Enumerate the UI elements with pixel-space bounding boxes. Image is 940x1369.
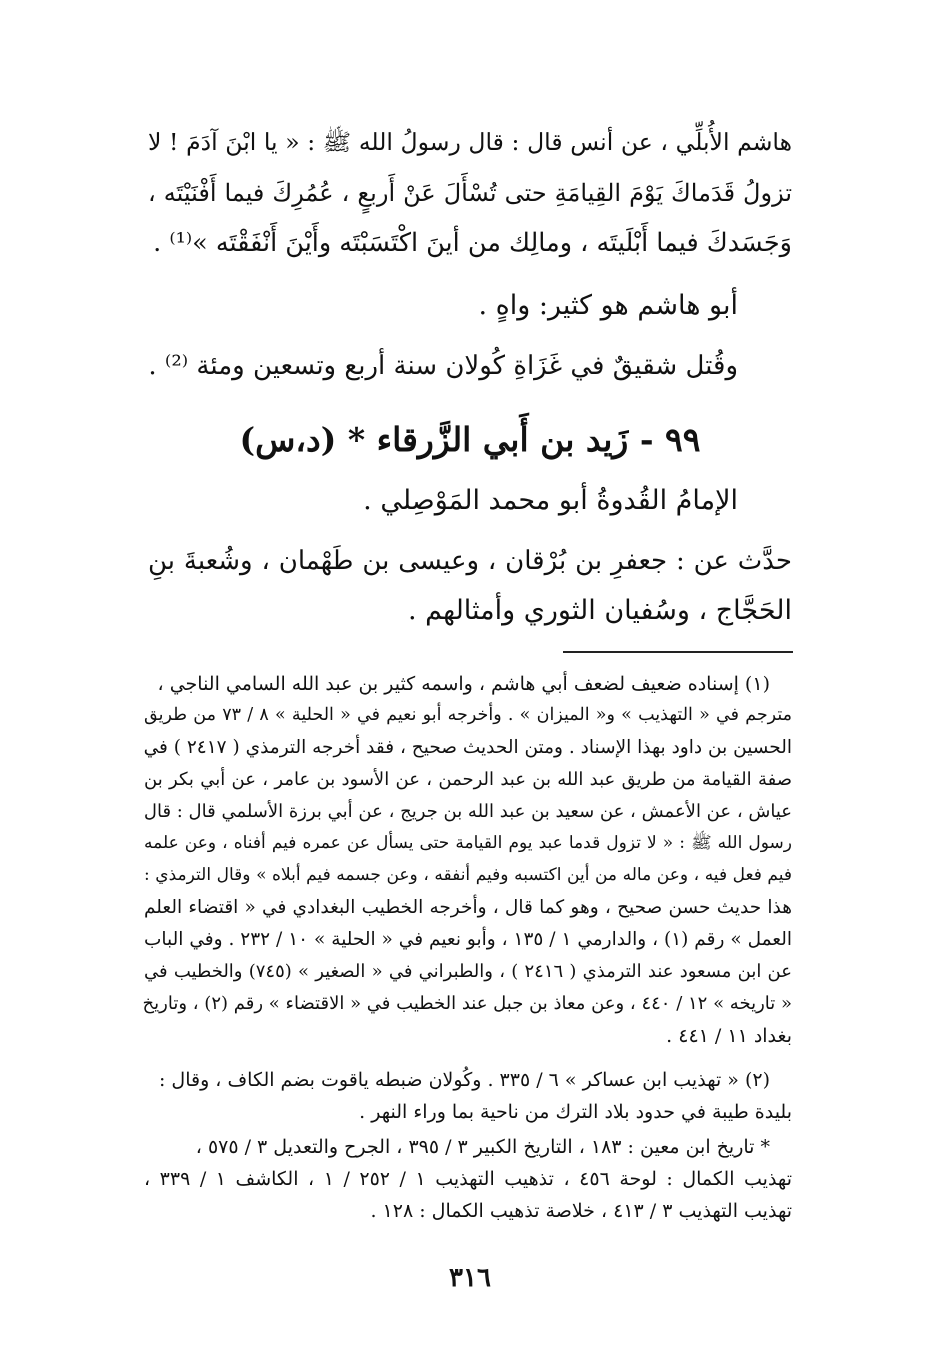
footnote-line: (٢) « تهذيب ابن عساكر » ٦ / ٣٣٥ . وكُولان ضبطه ياقوت بضم الكاف ، وقال : xyxy=(158,1069,770,1091)
footnote-line: « تاريخه » ١٢ / ٤٤٠ ، وعن معاذ بن جبل عند الخطيب في « الاقتضاء » رقم (٢) ، وتاريخ xyxy=(142,993,792,1014)
page-number: ٣١٦ xyxy=(449,1263,491,1293)
sources-line: * تاريخ ابن معين : ١٨٣ ، التاريخ الكبير ٣ / ٣٩٥ ، الجرح والتعديل ٣ / ٥٧٥ ، xyxy=(195,1136,770,1158)
main-text-line: وَجَسَدكَ فيما أَبْلَيتَه ، ومالِك من أينَ اكْتَسَبْتَه وأَيْنَ أَنْفَقْتَه »⁽¹⁾ . xyxy=(153,228,792,258)
footnote-line: عياش ، عن الأعمش ، عن سعيد بن عبد الله بن جريج ، عن أبي برزة الأسلمي قال : قال xyxy=(143,801,792,822)
narrated-from-line: حدَّث عن : جعفرِ بن بُرْقان ، وعيسى بن طَهْمان ، وشُعبةَ بنِ xyxy=(148,546,792,576)
main-text-line: تزولُ قَدَماكَ يَوْمَ القِيامَةِ حتى تُسْأَلَ عَنْ أَربعٍ ، عُمُرِكَ فيما أَفْنَيْتَه ، xyxy=(148,179,792,207)
footnote-line: رسول الله ﷺ : « لا تزول قدما عبد يوم القيامة حتى يسأل عن عمره فيم أفناه ، وعن علمه xyxy=(144,833,792,853)
sources-line: تهذيب التهذيب ٣ / ٤١٣ ، خلاصة تذهيب الكمال : ١٢٨ . xyxy=(370,1200,792,1222)
footnote-separator xyxy=(563,651,793,653)
entry-heading: ٩٩ - زَيد بن أَبي الزَّرقاء * (د،س) xyxy=(239,420,701,459)
sources-line: تهذيب الكمال : لوحة ٤٥٦ ، تذهيب التهذيب ١ / ٢٥٢ / ١ ، الكاشف ١ / ٣٣٩ ، xyxy=(144,1168,792,1190)
entry-title-line: الإمامُ القُدوةُ أبو محمد المَوْصِلي . xyxy=(363,485,738,516)
footnote-line: عن ابن مسعود عند الترمذي ( ٢٤١٦ ) ، والطبراني في « الصغير » (٧٤٥) والخطيب في xyxy=(144,961,792,982)
main-text-line: هاشم الأُبلِّي ، عن أنس قال : قال رسولُ الله ﷺ : « يا ابْنَ آدَمَ ! لا xyxy=(148,128,792,156)
footnote-line: فيم فعل فيه ، وعن ماله من أين اكتسبه وفيم أنفقه ، وعن جسمه فيم أبلاه » وقال الترمذي : xyxy=(144,865,792,885)
footnote-line: هذا حديث حسن صحيح ، وهو كما قال ، وأخرجه الخطيب البغدادي في « اقتضاء العلم xyxy=(144,897,792,918)
footnote-line: الحسين بن داود بهذا الإسناد . ومتن الحديث صحيح ، فقد أخرجه الترمذي ( ٢٤١٧ ) في xyxy=(143,737,792,758)
narrated-from-line: الحَجَّاج ، وسُفيان الثوري وأمثالهم . xyxy=(408,595,792,626)
killed-note-line: وقُتل شقيقٌ في غَزَاةِ كُولان سنة أربع وتسعين ومئة ⁽²⁾ . xyxy=(148,351,738,381)
footnote-line: (١) إسناده ضعيف لضعف أبي هاشم ، واسمه كثير بن عبد الله السامي الناجي ، xyxy=(157,673,770,695)
footnote-line: صفة القيامة من طريق عبد الله بن عبد الرحمن ، عن الأسود بن عامر ، عن أبي بكر بن xyxy=(144,769,792,790)
narrator-note-line: أبو هاشم هو كثير: واهٍ . xyxy=(478,290,738,321)
footnote-line: بغداد ١١ / ٤٤١ . xyxy=(666,1025,792,1047)
footnote-line: بليدة طيبة في حدود بلاد الترك من ناحية بما وراء النهر . xyxy=(359,1101,792,1123)
footnote-line: مترجم في « التهذيب » و« الميزان » . وأخرجه أبو نعيم في « الحلية » ٨ / ٧٣ من طريق xyxy=(144,705,792,725)
footnote-line: العمل » رقم (١) ، والدارمي ١ / ١٣٥ ، وأبو نعيم في « الحلية » ١٠ / ٢٣٢ . وفي الباب xyxy=(144,929,792,950)
